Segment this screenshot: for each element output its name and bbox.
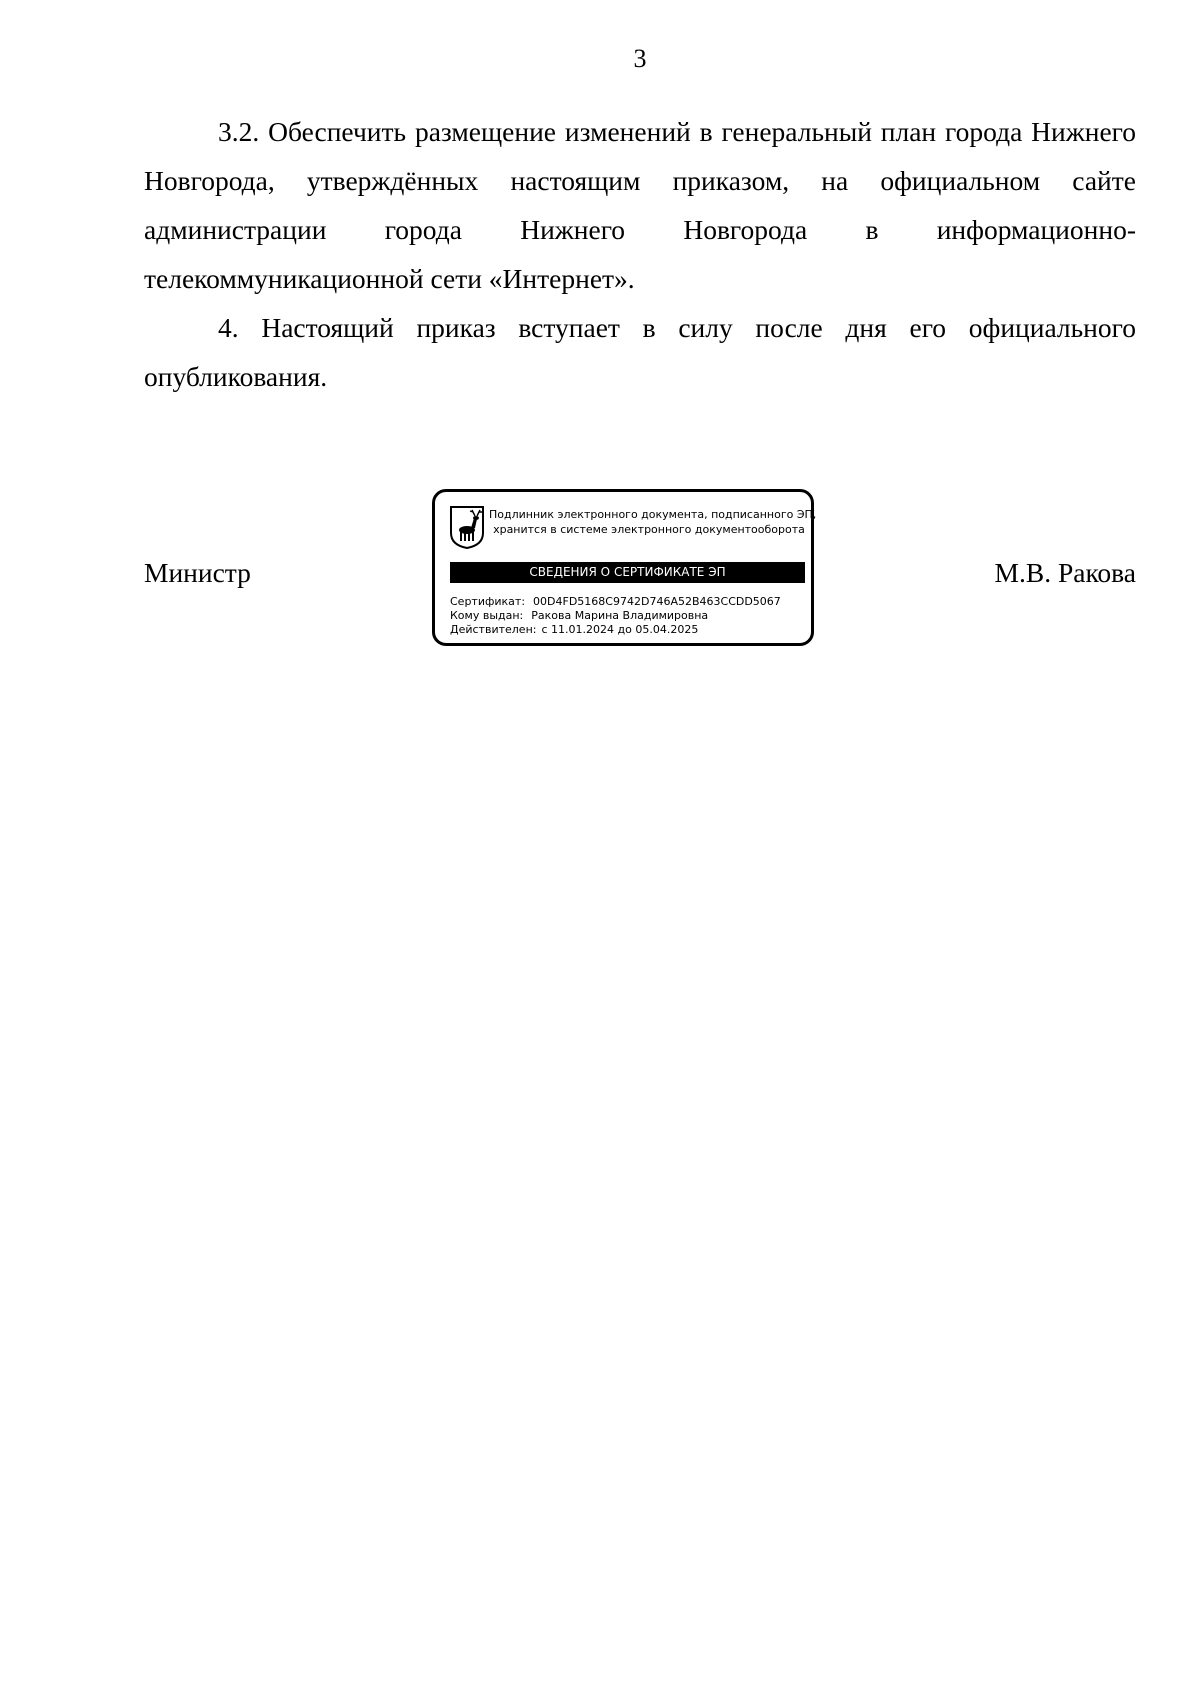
stamp-heading-line-2: хранится в системе электронного документооборота <box>493 523 805 536</box>
issued-to-label: Кому выдан: <box>450 609 524 622</box>
valid-value: с 11.01.2024 до 05.04.2025 <box>541 623 699 636</box>
certificate-value: 00D4FD5168C9742D746A52B463CCDD5067 <box>533 595 781 608</box>
stamp-issued-to-row <box>450 609 781 623</box>
paragraph-4: 4. Настоящий приказ вступает в силу после дня его официального опубликования. <box>144 312 1136 392</box>
stamp-heading <box>489 507 817 537</box>
deer-coat-of-arms-icon <box>449 505 485 549</box>
stamp-certificate-row <box>450 595 781 609</box>
stamp-certificate-details <box>450 595 781 637</box>
paragraph-3-2: 3.2. Обеспечить размещение изменений в генеральный план города Нижнего Новгорода, утверждённых настоящим приказом, на официальном сайте администрации города Нижнего Новгорода в информационно-телекоммуникационной сети «Интернет». <box>144 116 1136 294</box>
document-body <box>144 107 1136 401</box>
stamp-heading-line-1: Подлинник электронного документа, подписанного ЭП, <box>489 508 817 521</box>
signatory-position: Министр <box>144 557 251 588</box>
signatory-name: М.В. Ракова <box>994 557 1136 588</box>
issued-to-value: Ракова Марина Владимировна <box>531 609 709 622</box>
page-number: 3 <box>633 44 647 73</box>
stamp-validity-row <box>450 623 781 637</box>
valid-label: Действителен: <box>450 623 537 636</box>
stamp-certificate-title: СВЕДЕНИЯ О СЕРТИФИКАТЕ ЭП <box>450 562 805 583</box>
electronic-signature-stamp <box>432 489 817 646</box>
certificate-label: Сертификат: <box>450 595 526 608</box>
